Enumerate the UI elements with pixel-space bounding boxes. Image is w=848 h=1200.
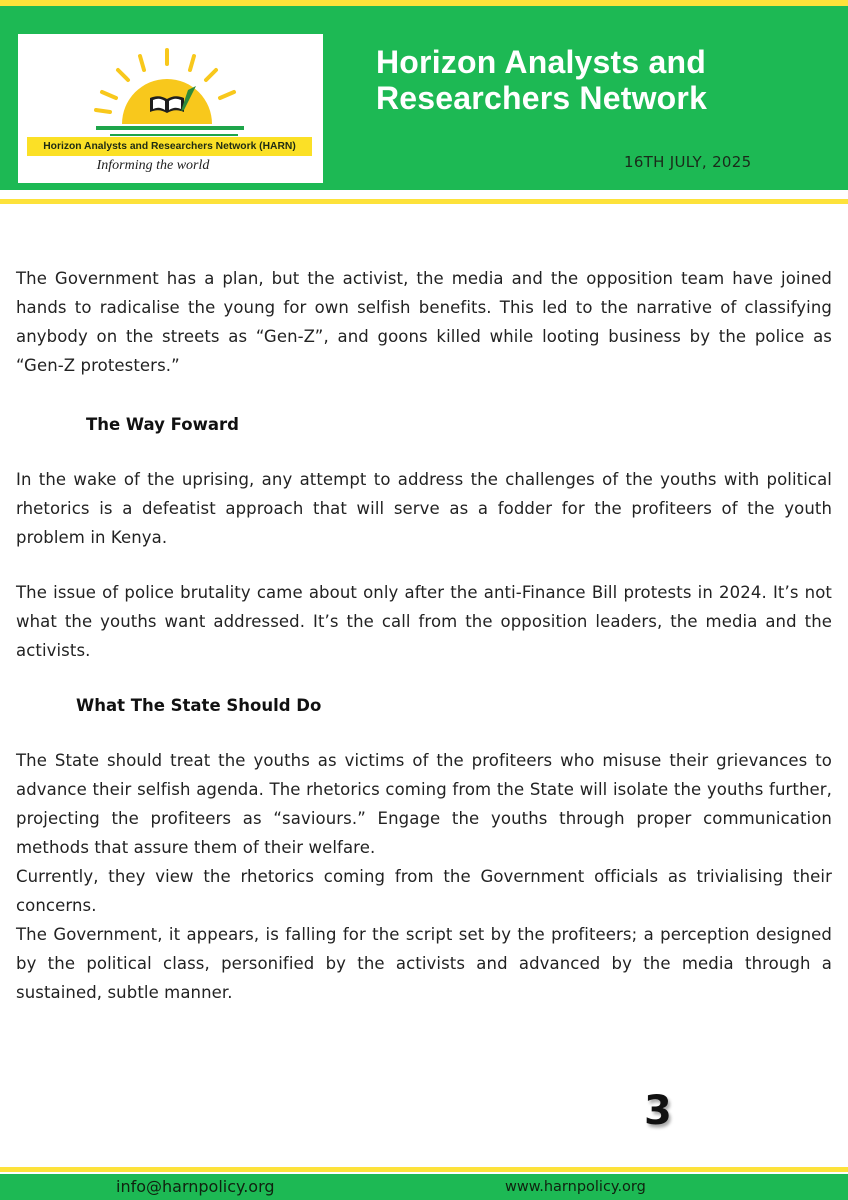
harn-logo [18, 34, 323, 183]
footer-yellow-rule [0, 1167, 848, 1172]
organization-title [376, 44, 836, 116]
logo-tagline: Informing the world [96, 158, 210, 173]
sun-book-emblem-icon [88, 48, 248, 140]
article-body [16, 264, 832, 1007]
footer-email[interactable]: info@harnpolicy.org [116, 1177, 275, 1196]
header-yellow-rule [0, 199, 848, 204]
paragraph: In the wake of the uprising, any attempt to address the challenges of the youths with political rhetorics is a defeatist approach that will serve as a fodder for the profiteers of the youth problem in Kenya. [16, 470, 832, 547]
paragraph: The State should treat the youths as victims of the profiteers who misuse their grievances to advance their selfish agenda. The rhetorics coming from the State will isolate the youths further, projecting the profiteers as “saviours.” Engage the youths through proper communication methods that assure them of their welfare. [16, 751, 832, 857]
logo-banner: Horizon Analysts and Researchers Network (HARN) [27, 137, 312, 156]
page-footer [0, 1174, 848, 1200]
footer-website[interactable]: www.harnpolicy.org [505, 1179, 646, 1195]
paragraph: The issue of police brutality came about only after the anti-Finance Bill protests in 2024. It’s not what the youths want addressed. It’s the call from the opposition leaders, the media and the activists. [16, 583, 832, 660]
paragraph: The Government has a plan, but the activist, the media and the opposition team have joined hands to radicalise the young for own selfish benefits. This led to the narrative of classifying anybody on the streets as “Gen-Z”, and goons killed while looting business by the police as “Gen-Z protesters.” [16, 269, 832, 375]
title-line-2: Researchers Network [376, 80, 708, 116]
paragraph: The Government, it appears, is falling for the script set by the profiteers; a perception designed by the political class, personified by the activists and advanced by the media through a sustained, subtle manner. [16, 925, 832, 1002]
page-header [0, 6, 848, 190]
section-heading: What The State Should Do [76, 696, 322, 715]
publication-date: 16TH JULY, 2025 [624, 153, 752, 171]
page-number: 3 [644, 1088, 672, 1134]
title-line-1: Horizon Analysts and [376, 44, 706, 80]
section-heading: The Way Foward [86, 415, 239, 434]
paragraph: Currently, they view the rhetorics coming from the Government officials as trivialising their concerns. [16, 867, 832, 915]
